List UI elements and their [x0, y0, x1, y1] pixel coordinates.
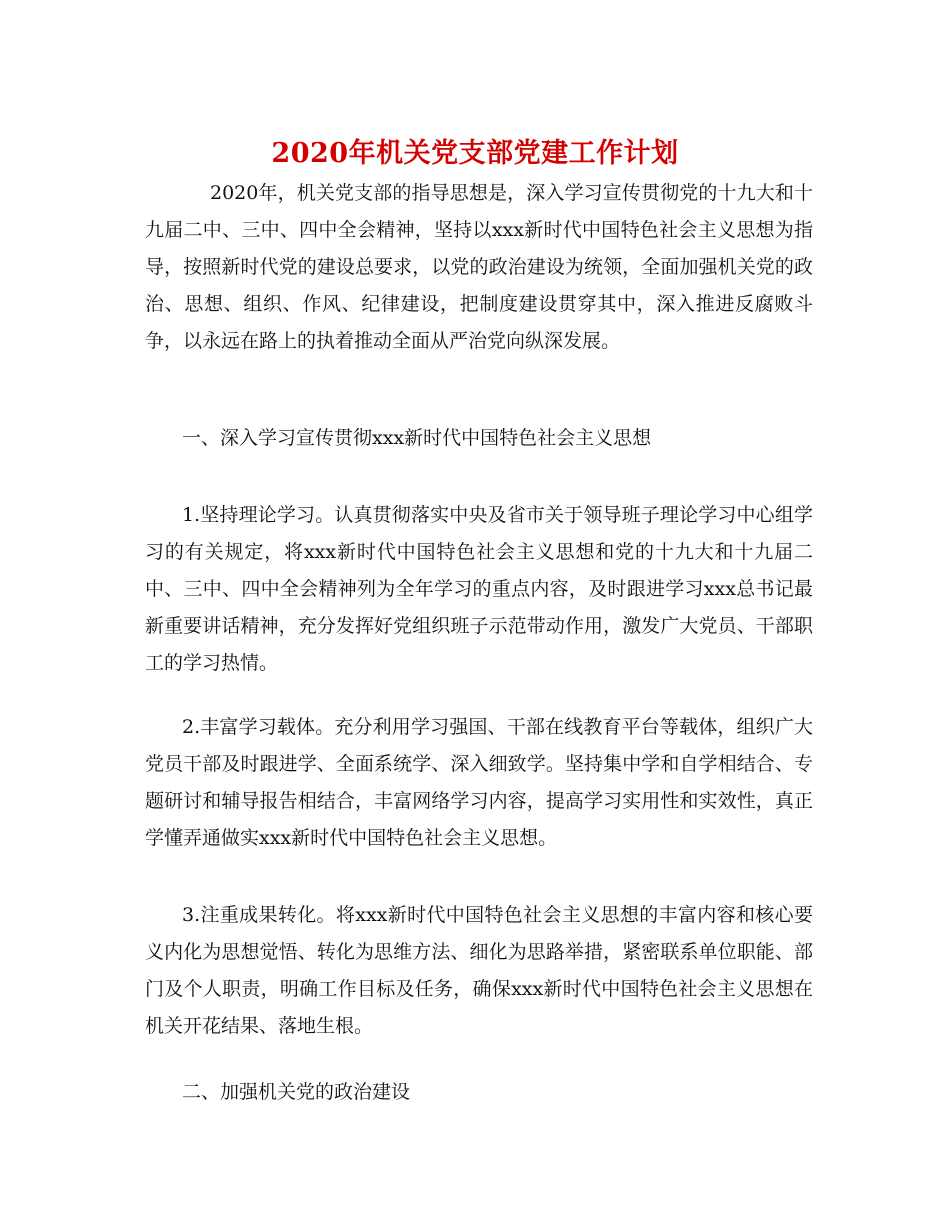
intro-paragraph: 2020年，机关党支部的指导思想是，深入学习宣传贯彻党的十九大和十九届二中、三中、四中全会精神，坚持以xxx新时代中国特色社会主义思想为指导，按照新时代党的建设总要求，以党的政治建设为统领，全面加强机关党的政治、思想、组织、作风、纪律建设，把制度建设贯穿其中，深入推进反腐败斗争，以永远在路上的执着推动全面从严治党向纵深发展。: [145, 182, 813, 352]
item-2-paragraph: 2.丰富学习载体。充分利用学习强国、干部在线教育平台等载体，组织广大党员干部及时跟进学、全面系统学、深入细致学。坚持集中学和自学相结合、专题研讨和辅导报告相结合，丰富网络学习内容，提高学习实用性和实效性，真正学懂弄通做实xxx新时代中国特色社会主义思想。: [145, 716, 813, 849]
document-title: 2020年机关党支部党建工作计划: [271, 138, 679, 169]
item-1-paragraph: 1.坚持理论学习。认真贯彻落实中央及省市关于领导班子理论学习中心组学习的有关规定，将xxx新时代中国特色社会主义思想和党的十九大和十九届二中、三中、四中全会精神列为全年学习的重点内容，及时跟进学习xxx总书记最新重要讲话精神，充分发挥好党组织班子示范带动作用，激发广大党员、干部职工的学习热情。: [145, 504, 813, 674]
section-1-heading: 一、深入学习宣传贯彻xxx新时代中国特色社会主义思想: [182, 427, 652, 449]
section-2-heading: 二、加强机关党的政治建设: [182, 1081, 411, 1103]
item-3-paragraph: 3.注重成果转化。将xxx新时代中国特色社会主义思想的丰富内容和核心要义内化为思想觉悟、转化为思维方法、细化为思路举措，紧密联系单位职能、部门及个人职责，明确工作目标及任务，确保xxx新时代中国特色社会主义思想在机关开花结果、落地生根。: [145, 904, 813, 1037]
